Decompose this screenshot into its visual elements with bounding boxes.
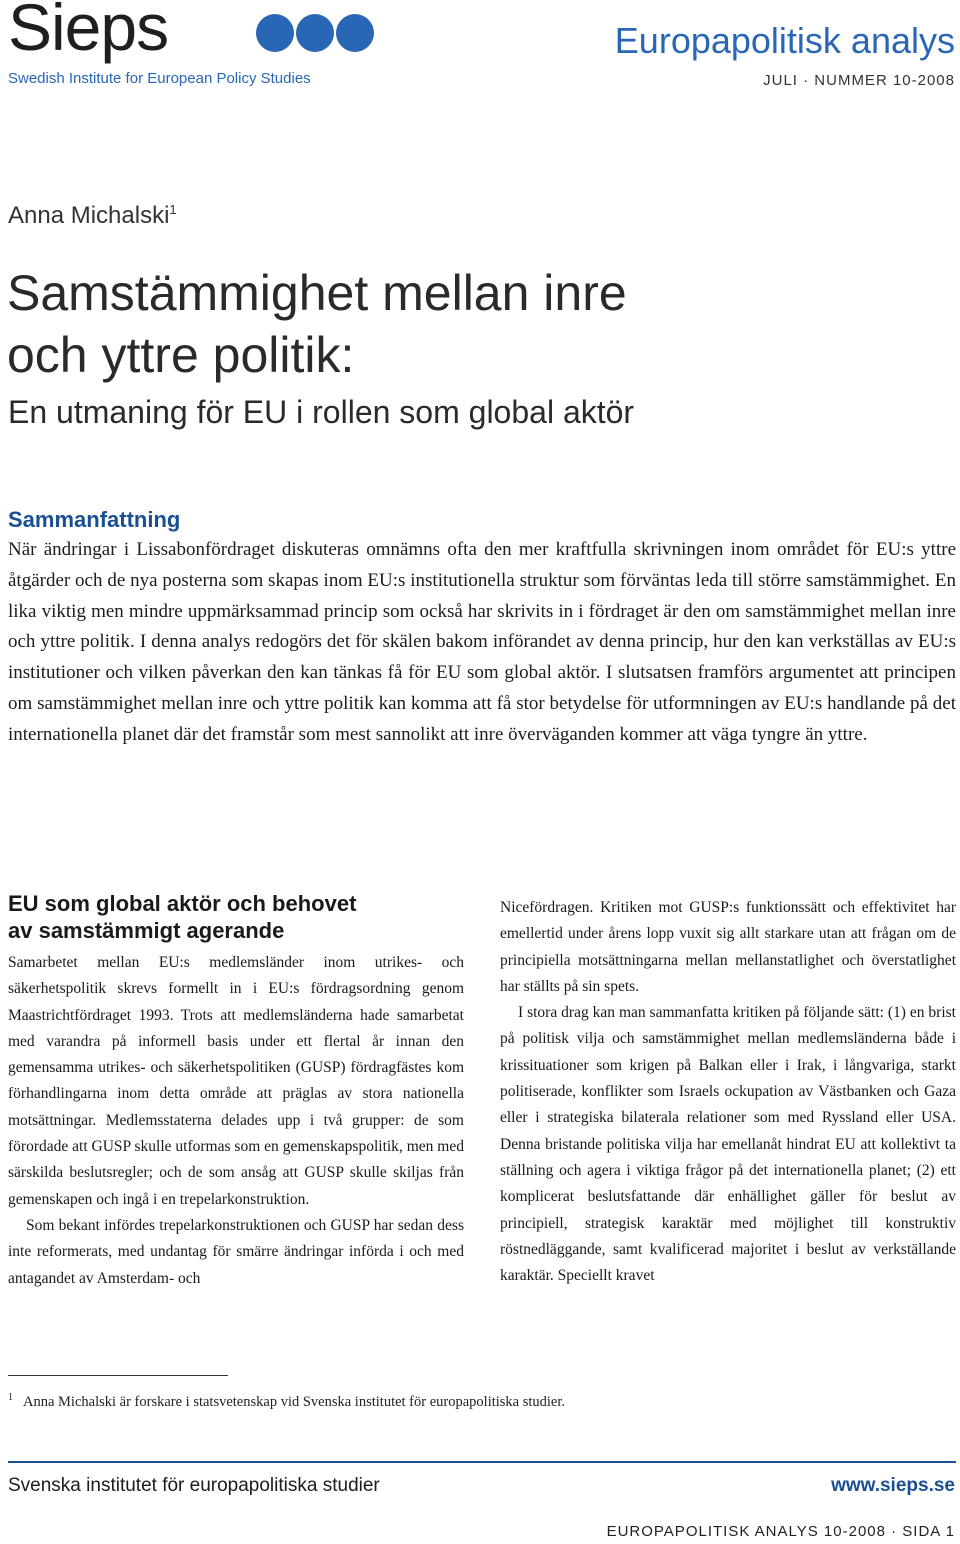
footer-institute: Svenska institutet för europapolitiska studier [8, 1475, 380, 1496]
body-paragraph: Nicefördragen. Kritiken mot GUSP:s funktionssätt och effektivitet har emellertid under årens lopp vuxit sig allt starkare utan att frågan om de principiella motsättningarna mellan mellanstatlighet och överstatlighet har ställts på sin spets. [500, 899, 956, 995]
summary-body: När ändringar i Lissabonfördraget diskuteras omnämns ofta den mer kraftfulla skrivningen inom området för EU:s yttre åtgärder och de nya posterna som skapas inom EU:s institutionella struktur som förväntas leda till större samstämmighet. En lika viktig men mindre uppmärksammad princip som också har skrivits in i fördraget är den om samstämmighet mellan inre och yttre politik. I denna analys redogörs det för skälen bakom införandet av denna princip, hur den kan verkställas av EU:s institutioner och vilken påverkan den kan tänkas få för EU som global aktör. I slutsatsen framförs argumentet att principen om samstämmighet mellan inre och yttre politik kan komma att få stor betydelse för utformningen av EU:s handlande på det internationella planet där det framstår som mest sannolikt att inre överväganden kommer att väga tyngre än yttre. [8, 539, 956, 745]
footnote-marker: 1 [8, 1392, 13, 1403]
logo-dot-icon [256, 14, 294, 52]
author-name: Anna Michalski [8, 202, 170, 229]
logo-dot-icon [296, 14, 334, 52]
footnote-divider [8, 1375, 228, 1376]
body-paragraph: Samarbetet mellan EU:s medlemsländer inom utrikes- och säkerhetspolitik skrevs formellt in i EU:s fördragsordning genom Maastrichtfördraget 1993. Trots att medlemsländerna hade samarbetat med varandra på informell basis under ett flertal år innan den gemensamma utrikes- och säkerhetspolitiken (GUSP) fördragfästes kom förhandlingarna inom detta område att präglas av stora nationella motsättningar. Medlemsstaterna delades upp i två grupper: de som förordade att GUSP skulle utformas som en gemenskapspolitik, men med särskilda beslutsregler; och de som ansåg att GUSP skulle skiljas från gemenskapen och ingå i en trepelarkonstruktion. [8, 954, 464, 1208]
body-column-left [8, 890, 464, 1292]
footer-divider [8, 1461, 956, 1463]
footer-website-link[interactable]: www.sieps.se [831, 1475, 955, 1496]
page-title [7, 262, 947, 386]
body-paragraph: Som bekant infördes trepelarkonstruktionen och GUSP har sedan dess inte reformerats, med undantag för smärre ändringar införda i och med antagandet av Amsterdam- och [8, 1216, 464, 1287]
logo-dots-icon [256, 14, 376, 57]
page-subtitle: En utmaning för EU i rollen som global aktör [8, 394, 635, 430]
section-heading-line-1: EU som global aktör och behovet [8, 891, 357, 916]
section-heading [8, 890, 464, 944]
body-paragraph: I stora drag kan man sammanfatta kritiken på följande sätt: (1) en brist på politisk vilja och samstämmighet mellan medlemsländerna både i krissituationer som krigen på Balkan eller i Irak, i långvariga, starkt politiserade, konflikter som Israels ockupation av Västbanken och Gaza eller i strategiska bilaterala relationer som med Ryssland eller USA. Denna bristande politiska vilja har emellanåt hindrat EU att kollektivt ta ställning och agera i viktiga frågor på det internationella planet; (2) ett komplicerat beslutsfattande där enhällighet gäller för beslut av principiell, strategisk karaktär med möjlighet till konstruktiv röstnedläggande, samt kvalificerad majoritet i beslut av verkställande karaktär. Speciellt kravet [500, 1004, 956, 1285]
page-number-label: EUROPAPOLITISK ANALYS 10-2008 · SIDA 1 [606, 1523, 955, 1540]
footnote-text: Anna Michalski är forskare i statsvetenskap vid Svenska institutet för europapolitiska studier. [23, 1393, 566, 1410]
issue-line: JULI · NUMMER 10-2008 [763, 72, 955, 89]
series-title: Europapolitisk analys [614, 20, 955, 61]
author [8, 202, 177, 230]
logo-dot-icon [336, 14, 374, 52]
logo-wordmark: Sieps [8, 0, 169, 64]
title-line-2: och yttre politik: [7, 327, 355, 383]
author-footnote-marker: 1 [169, 202, 177, 217]
footnote [8, 1392, 565, 1411]
summary-heading: Sammanfattning [8, 507, 181, 532]
body-column-right [500, 895, 956, 1289]
section-heading-line-2: av samstämmigt agerande [8, 918, 285, 943]
title-line-1: Samstämmighet mellan inre [7, 265, 627, 321]
logo-subtitle: Swedish Institute for European Policy Studies [8, 70, 311, 87]
sieps-logo [8, 0, 388, 92]
